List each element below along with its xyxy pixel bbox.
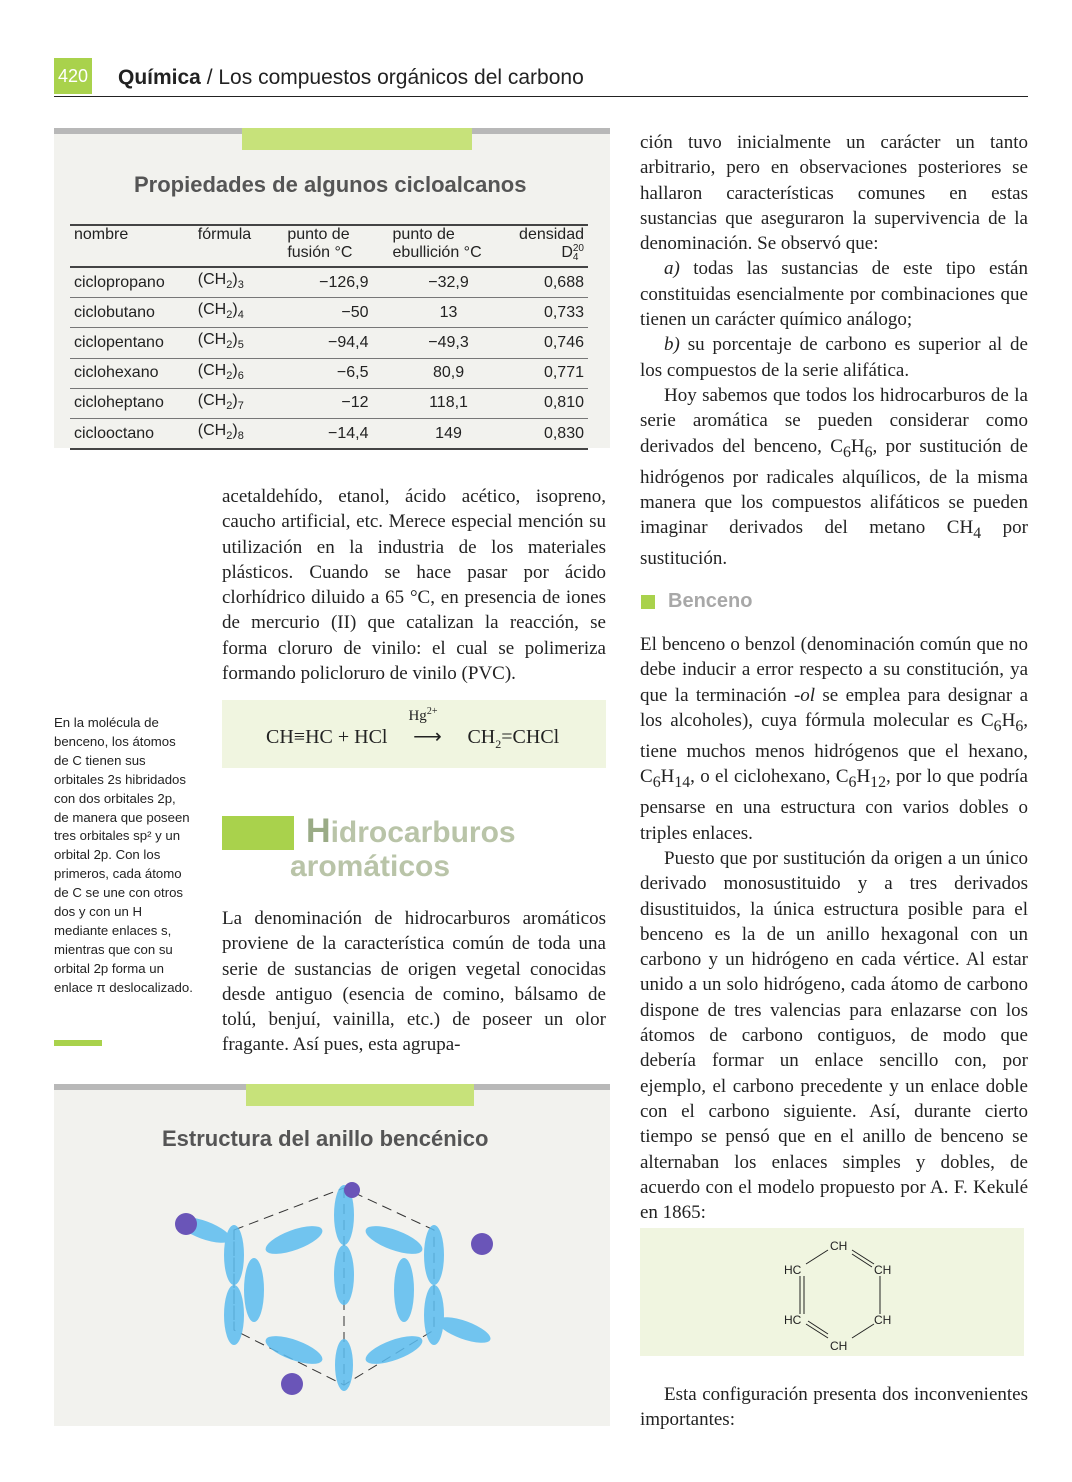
cell-fusion: −6,5	[283, 358, 388, 388]
equation-box	[222, 700, 606, 768]
kekule-atom-right-top: CH	[874, 1263, 892, 1277]
col-ebullicion: punto de ebullición °C	[389, 225, 509, 267]
figure-green-tab	[246, 1084, 474, 1106]
reaction-arrow-icon: ⟶	[413, 726, 442, 748]
cell-fusion: −126,9	[283, 267, 388, 298]
cell-formula: $(CH_2)_3$	[194, 267, 284, 298]
cell-formula: $(CH_2)_6$	[194, 358, 284, 388]
kekule-atom-right-bottom: CH	[874, 1313, 892, 1327]
cell-fusion: −12	[283, 388, 388, 418]
table-box	[54, 128, 610, 448]
right-p1: ción tuvo inicialmente un carácter un tanto arbitrario, pero en observaciones posteriores se hallaron características comunes en estas sustancias que aseguraron la supervivencia de la denominación. Se observó que:	[640, 132, 1028, 255]
running-header	[118, 66, 584, 90]
right-p5: El benceno o benzol (denominación común que no debe inducir a error respecto a su constitución, ya que la terminación -ol se emplea para designar a los alcoholes), cuya fórmula molecular es $C_6H_6$, tiene muchos menos hidrógenos que el hexano, $C_6H_{14}$, o el ciclohexano, $C_6H_{12}$, por lo que podría pensarse en una estructura con varios dobles o triples enlaces.	[640, 634, 1028, 844]
kekule-atom-bottom: CH	[830, 1339, 848, 1353]
figure-title: Estructura del anillo bencénico	[162, 1126, 489, 1151]
col-fusion: punto de fusión °C	[283, 225, 388, 267]
cell-ebullicion: 13	[389, 298, 509, 328]
hydrogen-atoms	[175, 1182, 493, 1395]
table-row	[70, 298, 588, 328]
table-row	[70, 267, 588, 298]
section-title-line2: aromáticos	[290, 850, 451, 883]
table-row	[70, 418, 588, 449]
cell-nombre: ciclopentano	[70, 328, 194, 358]
header-title-bold: Química	[118, 66, 201, 89]
benzene-orbital-diagram	[164, 1180, 504, 1410]
section-title-line1: idrocarburos	[330, 816, 516, 849]
kekule-structure-diagram	[770, 1232, 910, 1354]
section-title-initial: H	[306, 812, 331, 850]
kekule-atom-left-bottom: HC	[784, 1313, 802, 1327]
cell-nombre: ciclooctano	[70, 418, 194, 449]
section-green-bar	[222, 816, 294, 850]
col-nombre: nombre	[70, 225, 194, 267]
kekule-structure-box	[640, 1228, 1024, 1356]
table-row	[70, 388, 588, 418]
cell-nombre: cicloheptano	[70, 388, 194, 418]
cell-formula: $(CH_2)_4$	[194, 298, 284, 328]
cell-ebullicion: 80,9	[389, 358, 509, 388]
middle-paragraph	[222, 484, 606, 686]
cell-ebullicion: −49,3	[389, 328, 509, 358]
cell-ebullicion: 149	[389, 418, 509, 449]
cell-densidad: 0,771	[509, 358, 588, 388]
cell-fusion: −50	[283, 298, 388, 328]
equation-reactants: CH≡HC + HCl	[266, 726, 388, 748]
section-paragraph-text: La denominación de hidrocarburos aromáticos proviene de la característica común de toda una serie de sustancias de origen vegetal conocidas desde antiguo (esencia de comino, bálsamo de tolú, benjuí, vainilla, etc.) de poseer un olor fragante. Así pues, esta agrupa-	[222, 908, 606, 1056]
right-p6: Puesto que por sustitución da origen a un único derivado monosustituido y a tres derivados disustituidos, la única estructura posible para el benceno es la de un anillo hexagonal con un carbono y un hidrógeno en cada vértice. Al estar unido a un solo hidrógeno, cada átomo de carbono dispone de tres valencias para enlazarse con los átomos de carbono contiguos, de modo que debería formar un enlace sencillo con, por ejemplo, el carbono precedente y un enlace doble con el carbono siguiente. Así, durante cierto tiempo se pensó que en el anillo de benceno se alternaban los enlaces simples y dobles, de acuerdo con el modelo propuesto por A. F. Kekulé en 1865:	[640, 847, 1028, 1224]
reaction-equation	[266, 706, 560, 752]
cell-formula: $(CH_2)_7$	[194, 388, 284, 418]
section-title	[290, 812, 516, 884]
equation-catalyst: $Hg^{2+}$	[408, 706, 438, 724]
kekule-atom-top: CH	[830, 1239, 848, 1253]
cell-densidad: 0,810	[509, 388, 588, 418]
cell-formula: $(CH_2)_5$	[194, 328, 284, 358]
margin-note: En la molécula de benceno, los átomos de C tienen sus orbitales 2s hibridados con dos orbitales 2p, de manera que poseen tres orbitales sp² y un orbital 2p. Con los primeros, cada átomo de C se une con otros dos y con un H mediante enlaces s, mientras que con su orbital 2p forma un enlace π deslocalizado.	[54, 715, 193, 995]
cell-densidad: 0,733	[509, 298, 588, 328]
right-column-text	[640, 130, 1028, 572]
right-p7: Esta configuración presenta dos inconvenientes importantes:	[640, 1384, 1028, 1431]
cell-nombre: ciclohexano	[70, 358, 194, 388]
final-paragraph	[640, 1382, 1028, 1433]
cell-formula: $(CH_2)_8$	[194, 418, 284, 449]
section-paragraph	[222, 906, 606, 1058]
right-p4: Hoy sabemos que todos los hidrocarburos de la serie aromática se pueden considerar como derivados del benceno, $C_6H_6$, por sustitución de hidrógenos por radicales alquílicos, de la misma manera que los compuestos alifáticos se pueden imaginar derivados del metano $CH_4$ por sustitución.	[640, 384, 1028, 570]
p-orbitals	[175, 1185, 494, 1391]
page-number: 420	[54, 58, 92, 94]
header-rule	[54, 96, 1028, 97]
subhead-benceno: Benceno	[668, 590, 753, 612]
equation-product: $CH_2=CHCl$	[467, 726, 560, 751]
col-formula: fórmula	[194, 225, 284, 267]
cell-ebullicion: −32,9	[389, 267, 509, 298]
middle-paragraph-text: acetaldehído, etanol, ácido acético, isopreno, caucho artificial, etc. Merece especial mención su utilización en la industria de los materiales plásticos. Cuando se hace pasar por ácido clorhídrico diluido a 65 °C, en presencia de iones de mercurio (II) que catalizan la reacción, se forma cloruro de vinilo: el cual se polimeriza formando policloruro de vinilo (PVC).	[222, 486, 606, 685]
col-densidad: densidad D20 4	[509, 225, 588, 267]
cell-fusion: −14,4	[283, 418, 388, 449]
cycloalkane-table	[70, 224, 588, 450]
table-header-row	[70, 225, 588, 267]
cell-densidad: 0,746	[509, 328, 588, 358]
figure-box	[54, 1084, 610, 1426]
table-row	[70, 358, 588, 388]
table-title: Propiedades de algunos cicloalcanos	[134, 172, 527, 197]
right-p3: b) su porcentaje de carbono es superior al de los compuestos de la serie alifática.	[640, 334, 1028, 381]
right-p2: a) todas las sustancias de este tipo están constituidas esencialmente por combinaciones que tienen un carácter químico análogo;	[640, 258, 1028, 331]
cell-nombre: ciclobutano	[70, 298, 194, 328]
cell-ebullicion: 118,1	[389, 388, 509, 418]
cell-nombre: ciclopropano	[70, 267, 194, 298]
benceno-text	[640, 632, 1028, 1225]
subhead-square-icon	[641, 595, 655, 609]
table-row	[70, 328, 588, 358]
cell-densidad: 0,830	[509, 418, 588, 449]
margin-note-bar	[54, 1040, 102, 1046]
cell-fusion: −94,4	[283, 328, 388, 358]
cell-densidad: 0,688	[509, 267, 588, 298]
box-green-tab	[242, 128, 472, 150]
kekule-atom-left-top: HC	[784, 1263, 802, 1277]
header-title-rest: / Los compuestos orgánicos del carbono	[200, 66, 584, 89]
